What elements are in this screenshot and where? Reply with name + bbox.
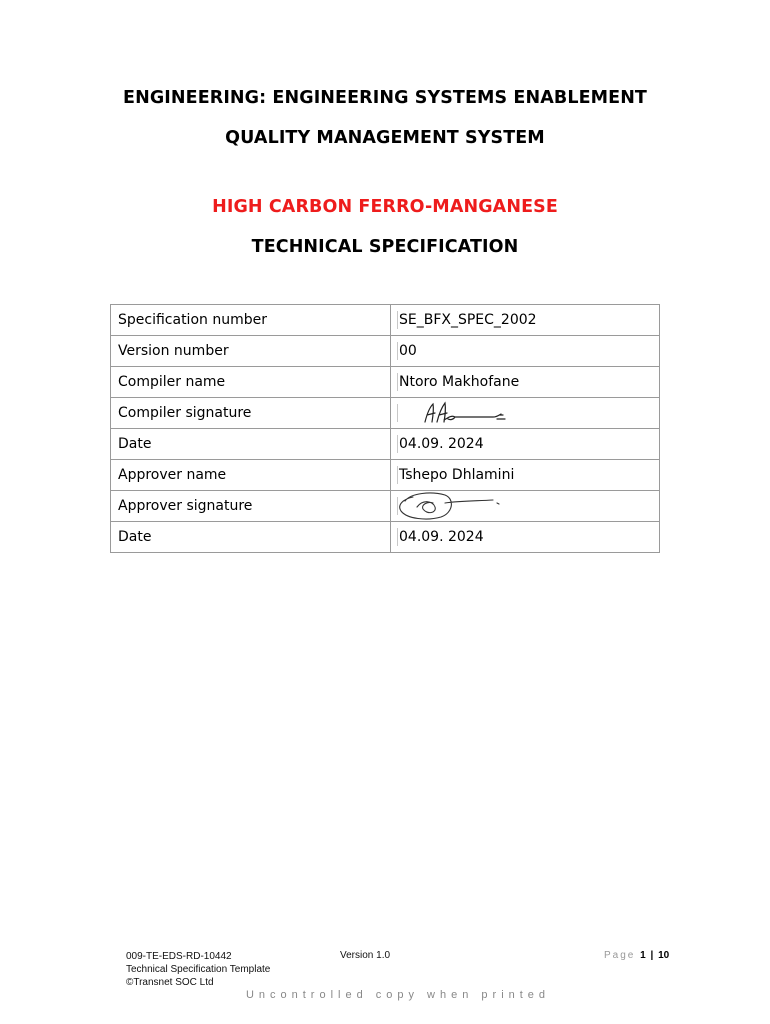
table-row: [111, 398, 660, 429]
row-label: Compiler name: [111, 367, 391, 398]
version-number-value: 00: [399, 343, 417, 359]
footer-version: Version 1.0: [340, 950, 391, 961]
row-value-cell: [391, 367, 660, 398]
row-label: Date: [111, 429, 391, 460]
row-label: Version number: [111, 336, 391, 367]
approver-signature-image: [397, 491, 527, 521]
row-label: Date: [111, 522, 391, 553]
system-heading: QUALITY MANAGEMENT SYSTEM: [225, 128, 545, 148]
table-row: [111, 367, 660, 398]
table-row: [111, 336, 660, 367]
row-value-cell: [391, 305, 660, 336]
footer-page-number: Page 1 | 10: [604, 950, 670, 961]
specification-number-value: SE_BFX_SPEC_2002: [399, 312, 537, 328]
table-row: [111, 429, 660, 460]
row-value-cell: [391, 429, 660, 460]
row-value-cell: [391, 460, 660, 491]
page-current: 1: [640, 950, 646, 961]
row-value-cell: [391, 336, 660, 367]
compiler-date-value: 04.09. 2024: [399, 436, 484, 452]
table-row: [111, 460, 660, 491]
footer-doc-number: 009-TE-EDS-RD-10442: [126, 951, 232, 962]
row-value-cell: [391, 398, 660, 429]
uncontrolled-copy-notice: Uncontrolled copy when printed: [245, 989, 551, 1001]
document-type-title: TECHNICAL SPECIFICATION: [251, 237, 519, 257]
row-label: Approver signature: [111, 491, 391, 522]
table-row: [111, 522, 660, 553]
table-row: [111, 305, 660, 336]
footer-document-info: [126, 950, 270, 989]
footer-template-name: Technical Specification Template: [126, 964, 271, 975]
approver-date-value: 04.09. 2024: [399, 529, 484, 545]
row-label: Specification number: [111, 305, 391, 336]
approver-name-value: Tshepo Dhlamini: [399, 467, 515, 483]
product-title: HIGH CARBON FERRO-MANGANESE: [212, 197, 558, 217]
row-value-cell: [391, 522, 660, 553]
row-label: Approver name: [111, 460, 391, 491]
page-total: 10: [658, 950, 670, 961]
specification-table: [110, 304, 660, 553]
row-label: Compiler signature: [111, 398, 391, 429]
department-heading: ENGINEERING: ENGINEERING SYSTEMS ENABLEMENT: [123, 88, 647, 108]
page-word: Page: [604, 950, 636, 961]
table-row: [111, 491, 660, 522]
row-value-cell: [391, 491, 660, 522]
compiler-name-value: Ntoro Makhofane: [399, 374, 520, 390]
footer-copyright: ©Transnet SOC Ltd: [126, 977, 214, 988]
compiler-signature-image: [397, 398, 527, 428]
